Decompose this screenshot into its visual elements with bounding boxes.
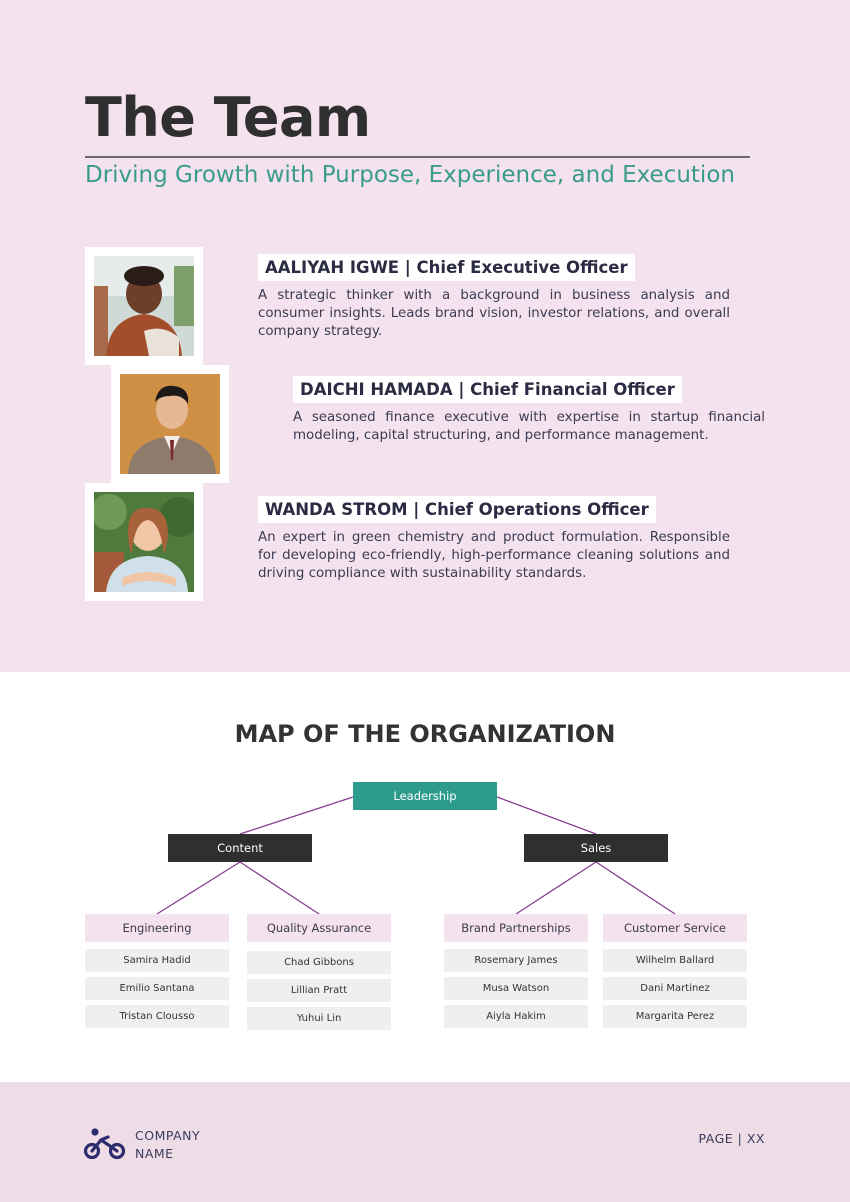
org-team-brand-partnerships: Brand Partnerships [444,914,588,942]
member-photo-cfo [111,365,229,483]
member-name-title: WANDA STROM | Chief Operations Officer [258,496,656,523]
org-member: Wilhelm Ballard [603,949,747,972]
member-photo-coo [85,483,203,601]
org-map-title: MAP OF THE ORGANIZATION [234,720,616,748]
org-member: Musa Watson [444,977,588,1000]
org-team-quality-assurance: Quality Assurance [247,914,391,942]
ceo-portrait [94,256,194,356]
org-member: Chad Gibbons [247,951,391,974]
member-photo-ceo [85,247,203,365]
company-name-line2: NAME [135,1146,174,1161]
org-node-leadership: Leadership [353,782,497,810]
page-number: PAGE | XX [698,1131,765,1146]
member-bio: An expert in green chemistry and product formulation. Responsible for developing eco-friendly, high-performance cleaning solutions and driving compliance with sustainability standards. [258,530,730,581]
org-member: Margarita Perez [603,1005,747,1028]
coo-portrait [94,492,194,592]
page-subtitle: Driving Growth with Purpose, Experience, and Execution [85,162,735,188]
org-team-customer-service: Customer Service [603,914,747,942]
org-node-sales: Sales [524,834,668,862]
org-member: Tristan Clousso [85,1005,229,1028]
org-member: Dani Martinez [603,977,747,1000]
org-member: Rosemary James [444,949,588,972]
org-team-engineering: Engineering [85,914,229,942]
cfo-portrait [120,374,220,474]
org-node-content: Content [168,834,312,862]
member-name-title: DAICHI HAMADA | Chief Financial Officer [293,376,682,403]
org-member: Samira Hadid [85,949,229,972]
org-member: Aiyla Hakim [444,1005,588,1028]
company-name [135,1127,200,1163]
member-bio: A seasoned finance executive with expertise in startup financial modeling, capital structuring, and performance management. [293,410,765,443]
org-member: Lillian Pratt [247,979,391,1002]
page-title: The Team [85,86,371,149]
company-name-line1: COMPANY [135,1128,201,1143]
member-bio: A strategic thinker with a background in business analysis and consumer insights. Leads brand vision, investor relations, and overall company strategy. [258,288,730,339]
org-member: Emilio Santana [85,977,229,1000]
org-member: Yuhui Lin [247,1007,391,1030]
title-divider [85,156,750,158]
member-name-title: AALIYAH IGWE | Chief Executive Officer [258,254,635,281]
cyclist-icon [84,1126,126,1160]
